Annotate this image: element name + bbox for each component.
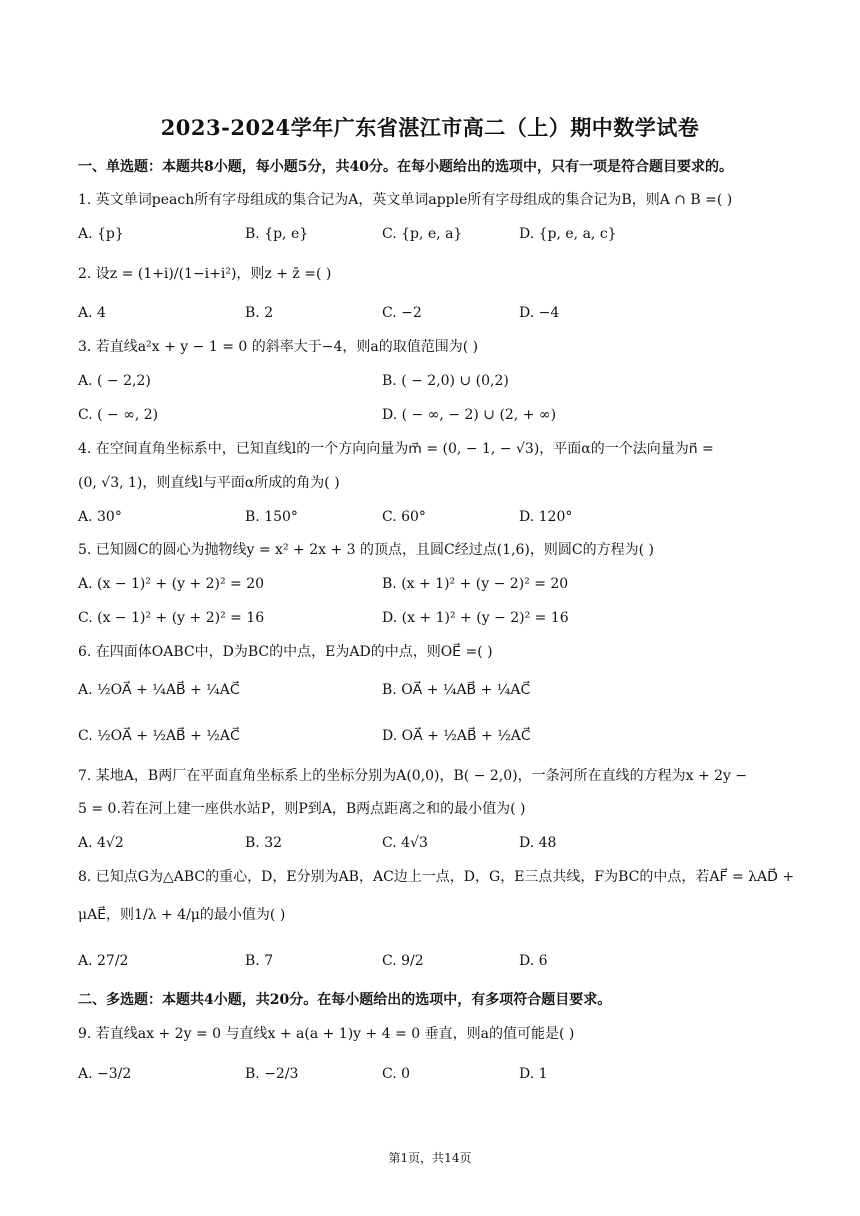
question-4-option-c: C. 60° [382, 509, 426, 525]
question-9-option-d: D. 1 [519, 1066, 548, 1082]
question-2-option-d: D. −4 [519, 305, 560, 321]
question-6-option-b: B. OA⃗ + ¼AB⃗ + ¼AC⃗ [382, 682, 531, 698]
question-1-option-b: B. {p, e} [245, 226, 309, 242]
question-3-option-a: A. ( − 2,2) [78, 373, 151, 389]
question-9-option-c: C. 0 [382, 1066, 411, 1082]
page-footer: 第1页，共14页 [388, 1151, 472, 1165]
question-3-option-c: C. ( − ∞, 2) [78, 407, 159, 423]
question-8-option-d: D. 6 [519, 953, 548, 969]
question-5-option-a: A. (x − 1)² + (y + 2)² = 20 [78, 576, 265, 592]
question-1-option-c: C. {p, e, a} [382, 226, 463, 242]
question-3-stem: 3. 若直线a²x + y − 1 = 0 的斜率大于−4，则a的取值范围为( ) [78, 339, 479, 355]
question-7-option-b: B. 32 [245, 835, 283, 851]
question-3-option-d: D. ( − ∞, − 2) ∪ (2, + ∞) [382, 407, 557, 423]
question-6-stem: 6. 在四面体OABC中，D为BC的中点，E为AD的中点，则OE⃗ =( ) [78, 644, 493, 660]
question-2-option-b: B. 2 [245, 305, 274, 321]
question-1-option-d: D. {p, e, a, c} [519, 226, 617, 242]
question-5-option-d: D. (x + 1)² + (y − 2)² = 16 [382, 610, 569, 626]
question-8-option-b: B. 7 [245, 953, 274, 969]
question-7-option-c: C. 4√3 [382, 835, 428, 851]
question-1-option-a: A. {p} [78, 226, 124, 242]
question-7-stem-line-1: 7. 某地A，B两厂在平面直角坐标系上的坐标分别为A(0,0)，B( − 2,0)，一条河所在直线的方程为x + 2y − [78, 768, 748, 784]
question-6-option-c: C. ½OA⃗ + ½AB⃗ + ½AC⃗ [78, 728, 240, 744]
question-3-option-b: B. ( − 2,0) ∪ (0,2) [382, 373, 509, 389]
question-2-option-c: C. −2 [382, 305, 422, 321]
page-title: 2023-2024学年广东省湛江市高二（上）期中数学试卷 [160, 115, 700, 140]
question-8-option-c: C. 9/2 [382, 953, 424, 969]
question-5-option-c: C. (x − 1)² + (y + 2)² = 16 [78, 610, 265, 626]
question-8-stem-line-1: 8. 已知点G为△ABC的重心，D，E分别为AB，AC边上一点，D，G，E三点共线，F为BC的中点，若AF⃗ = λAD⃗ + [78, 869, 795, 885]
question-2-option-a: A. 4 [78, 305, 106, 321]
question-8-stem-line-2: μAE⃗，则1/λ + 4/μ的最小值为( ) [78, 907, 286, 923]
question-4-option-a: A. 30° [78, 509, 122, 525]
question-6-option-d: D. OA⃗ + ½AB⃗ + ½AC⃗ [382, 728, 531, 744]
question-9-stem: 9. 若直线ax + 2y = 0 与直线x + a(a + 1)y + 4 = 0 垂直，则a的值可能是( ) [78, 1026, 575, 1042]
question-9-option-b: B. −2/3 [245, 1066, 299, 1082]
question-7-option-a: A. 4√2 [78, 835, 124, 851]
section-heading-multiple-choice: 二、多选题：本题共4小题，共20分。在每小题给出的选项中，有多项符合题目要求。 [78, 992, 612, 1008]
question-7-stem-line-2: 5 = 0.若在河上建一座供水站P，则P到A，B两点距离之和的最小值为( ) [78, 801, 526, 817]
question-1-stem: 1. 英文单词peach所有字母组成的集合记为A，英文单词apple所有字母组成的集合记为B，则A ∩ B =( ) [78, 192, 733, 208]
question-5-stem: 5. 已知圆C的圆心为抛物线y = x² + 2x + 3 的顶点，且圆C经过点(1,6)，则圆C的方程为( ) [78, 542, 654, 558]
question-6-option-a: A. ½OA⃗ + ¼AB⃗ + ¼AC⃗ [78, 682, 240, 698]
question-4-option-d: D. 120° [519, 509, 573, 525]
section-heading-single-choice: 一、单选题：本题共8小题，每小题5分，共40分。在每小题给出的选项中，只有一项是符合题目要求的。 [78, 159, 733, 175]
question-7-option-d: D. 48 [519, 835, 557, 851]
question-4-stem-line-2: (0, √3, 1)，则直线l与平面α所成的角为( ) [78, 475, 340, 491]
question-4-option-b: B. 150° [245, 509, 298, 525]
question-9-option-a: A. −3/2 [78, 1066, 132, 1082]
question-5-option-b: B. (x + 1)² + (y − 2)² = 20 [382, 576, 569, 592]
question-2-stem: 2. 设z = (1+i)/(1−i+i²)，则z + z̄ =( ) [78, 266, 332, 282]
question-8-option-a: A. 27/2 [78, 953, 129, 969]
question-4-stem-line-1: 4. 在空间直角坐标系中，已知直线l的一个方向向量为m⃗ = (0, − 1, − √3)，平面α的一个法向量为n⃗ = [78, 441, 714, 457]
